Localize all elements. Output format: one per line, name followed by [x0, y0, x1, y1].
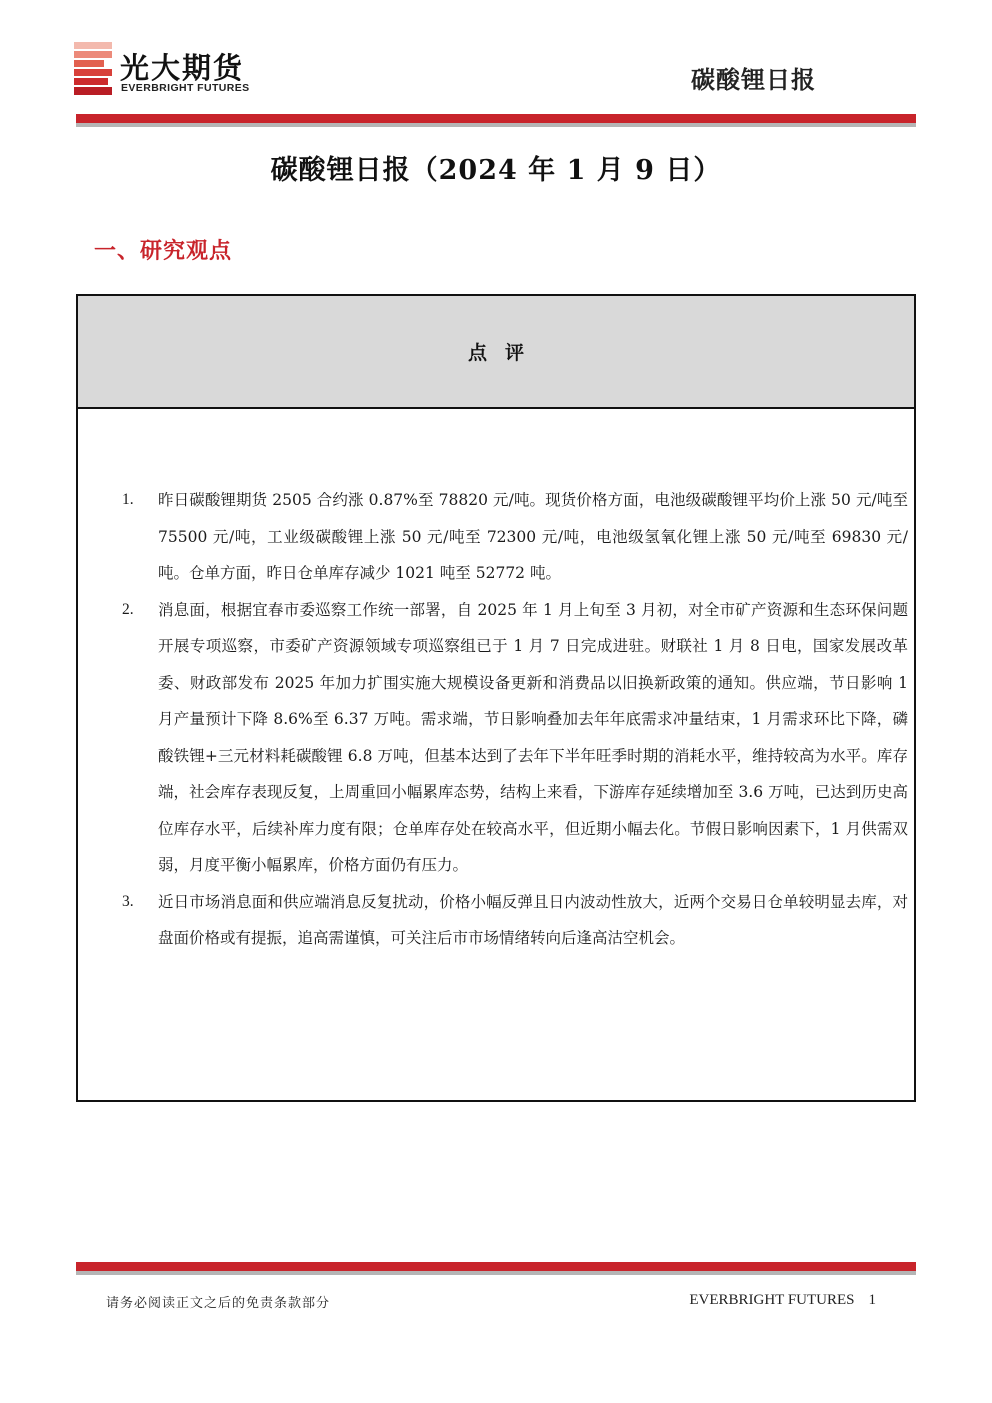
- logo-chinese-name: 光大期货: [120, 51, 245, 85]
- document-title: 碳酸锂日报（2024 年 1 月 9 日）: [270, 155, 722, 186]
- list-item-text: 消息面，根据宜春市委巡察工作统一部署，自 2025 年 1 月上旬至 3 月初，对全市矿产资源和生态环保问题开展专项巡察，市委矿产资源领域专项巡察组已于 1 月 7 日完成进驻。财联社 1 月 8 日电，国家发展改革委、财政部发布 2025 年加力扩围实施大规模设备更新和消费品以旧换新政策的通知。供应端，节日影响 1 月产量预计下降 8.6%至 6.37 万吨。需求端，节日影响叠加去年年底需求冲量结束，1 月需求环比下降，磷酸铁锂+三元材料耗碳酸锂 6.8 万吨，但基本达到了去年下半年旺季时期的消耗水平，维持较高为水平。库存端，社会库存表现反复，上周重回小幅累库态势，结构上来看，下游库存延续增加至 3.6 万吨，已达到历史高位库存水平，后续补库力度有限；仓单库存处在较高水平，但近期小幅去化。节假日影响因素下，1 月供需双弱，月度平衡小幅累库，价格方面仍有压力。: [158, 600, 908, 874]
- logo-english-name: EVERBRIGHT FUTURES: [121, 82, 250, 94]
- list-item: [122, 482, 908, 592]
- list-item-number: 1.: [122, 491, 134, 508]
- header-report-name: 碳酸锂日报: [691, 66, 816, 94]
- list-item: [122, 884, 908, 957]
- header-divider: [76, 114, 916, 127]
- commentary-box: [76, 294, 916, 1102]
- everbright-logo: [74, 42, 284, 98]
- commentary-box-header: [78, 296, 914, 409]
- list-item-number: 2.: [122, 600, 134, 618]
- everbright-logo-icon: [74, 42, 112, 98]
- commentary-box-title: 点评: [467, 342, 542, 364]
- footer-right: [689, 1292, 876, 1309]
- list-item-text: 近日市场消息面和供应端消息反复扰动，价格小幅反弹且日内波动性放大，近两个交易日仓单较明显去库，对盘面价格或有提振，追高需谨慎，可关注后市市场情绪转向后逢高沽空机会。: [158, 892, 908, 947]
- commentary-list: [122, 482, 908, 957]
- footer-divider: [76, 1262, 916, 1275]
- section-heading: 一、研究观点: [94, 239, 233, 264]
- footer-disclaimer: 请务必阅读正文之后的免责条款部分: [106, 1296, 331, 1311]
- footer-brand: EVERBRIGHT FUTURES: [689, 1292, 855, 1308]
- list-item: [122, 592, 908, 884]
- page-number: 1: [868, 1292, 876, 1308]
- list-item-text: 昨日碳酸锂期货 2505 合约涨 0.87%至 78820 元/吨。现货价格方面，电池级碳酸锂平均价上涨 50 元/吨至 75500 元/吨，工业级碳酸锂上涨 50 元/吨至 72300 元/吨，电池级氢氧化锂上涨 50 元/吨至 69830 元/吨。仓单方面，昨日仓单库存减少 1021 吨至 52772 吨。: [158, 491, 908, 582]
- list-item-number: 3.: [122, 892, 134, 910]
